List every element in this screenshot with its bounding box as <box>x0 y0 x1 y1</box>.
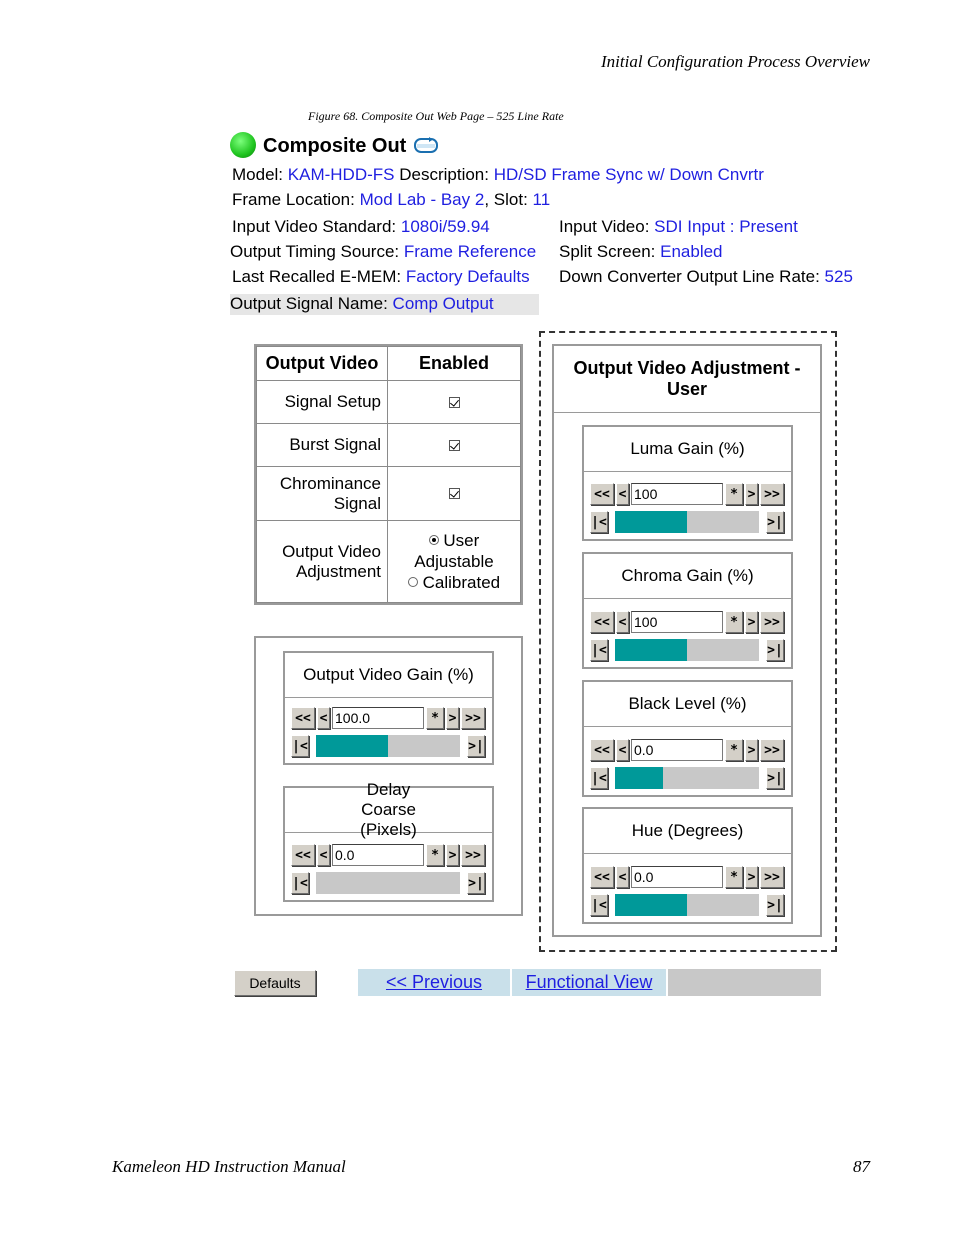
manual-title: Kameleon HD Instruction Manual <box>112 1157 346 1176</box>
min-button[interactable]: |< <box>590 767 608 789</box>
last-recalled-emem-value: Factory Defaults <box>405 267 530 286</box>
model-label: Model: <box>232 165 284 184</box>
slot-value: 11 <box>532 190 551 209</box>
output-timing-source-label: Output Timing Source: <box>230 242 400 261</box>
page-number: 87 <box>853 1157 870 1176</box>
description-value: HD/SD Frame Sync w/ Down Cnvrtr <box>493 165 764 184</box>
radio-on-icon <box>429 535 439 545</box>
previous-link[interactable]: << Previous <box>385 972 483 992</box>
previous-nav-cell <box>358 969 510 996</box>
row-label: Burst Signal <box>256 423 388 467</box>
model-line <box>232 165 764 185</box>
value-input[interactable]: 100 <box>631 483 723 505</box>
max-button[interactable]: >| <box>766 511 784 533</box>
output-timing-source-value: Frame Reference <box>403 242 537 261</box>
min-button[interactable]: |< <box>291 872 309 894</box>
decrease-button[interactable]: < <box>616 739 629 761</box>
input-video-label: Input Video: <box>559 217 650 236</box>
control-title: Delay Coarse (Pixels) <box>285 788 492 833</box>
output-signal-name <box>230 294 539 315</box>
increase-button[interactable]: > <box>745 483 758 505</box>
control-title: Black Level (%) <box>584 682 791 727</box>
radio-off-icon <box>408 577 418 587</box>
input-video-standard-label: Input Video Standard: <box>232 217 397 236</box>
value-slider[interactable] <box>316 872 460 894</box>
control-title: Output Video Gain (%) <box>285 653 492 698</box>
max-button[interactable]: >| <box>766 894 784 916</box>
luma-gain-control <box>582 425 793 541</box>
slider-fill <box>316 735 388 757</box>
input-video-standard <box>232 217 490 237</box>
adjustment-radio-group <box>387 520 521 603</box>
model-value: KAM-HDD-FS <box>287 165 395 184</box>
last-recalled-emem <box>232 267 530 287</box>
value-input[interactable]: 0.0 <box>631 866 723 888</box>
control-title: Luma Gain (%) <box>584 427 791 472</box>
output-video-gain-control <box>283 651 494 765</box>
chrominance-signal-cell <box>387 466 521 521</box>
decrease-button[interactable]: < <box>317 707 330 729</box>
input-video <box>559 217 798 237</box>
page-title: Composite Out <box>263 135 407 157</box>
chrominance-signal-checkbox[interactable] <box>449 488 460 499</box>
increase-large-button[interactable]: >> <box>461 844 485 866</box>
figure-caption: Figure 68. Composite Out Web Page – 525 Line Rate <box>308 109 564 123</box>
radio-user-label: User Adjustable <box>414 531 494 571</box>
increase-large-button[interactable]: >> <box>760 483 784 505</box>
decrease-large-button[interactable]: << <box>590 739 614 761</box>
down-converter-label: Down Converter Output Line Rate: <box>559 267 820 286</box>
increase-button[interactable]: > <box>446 707 459 729</box>
signal-setup-checkbox[interactable] <box>449 397 460 408</box>
value-input[interactable]: 0.0 <box>332 844 424 866</box>
control-title: Chroma Gain (%) <box>584 554 791 599</box>
max-button[interactable]: >| <box>766 639 784 661</box>
slider-fill <box>615 639 687 661</box>
description-label: Description: <box>399 165 489 184</box>
reset-button[interactable]: * <box>426 844 444 866</box>
output-signal-name-label: Output Signal Name: <box>230 294 388 313</box>
reset-button[interactable]: * <box>725 611 743 633</box>
max-button[interactable]: >| <box>467 872 485 894</box>
section-title: Initial Configuration Process Overview <box>601 52 870 71</box>
row-label: Chrominance Signal <box>256 466 388 521</box>
frame-location-label: Frame Location: <box>232 190 355 209</box>
increase-button[interactable]: > <box>745 611 758 633</box>
min-button[interactable]: |< <box>590 894 608 916</box>
increase-button[interactable]: > <box>446 844 459 866</box>
output-video-table <box>254 344 523 605</box>
panel-title: Output Video Adjustment - User <box>554 346 820 413</box>
functional-view-nav-cell <box>512 969 666 996</box>
chroma-gain-control <box>582 552 793 669</box>
functional-view-link[interactable]: Functional View <box>525 972 653 992</box>
value-slider[interactable] <box>615 639 759 661</box>
input-video-value: SDI Input : Present <box>654 217 798 236</box>
decrease-large-button[interactable]: << <box>590 611 614 633</box>
decrease-large-button[interactable]: << <box>291 707 315 729</box>
decrease-large-button[interactable]: << <box>590 483 614 505</box>
max-button[interactable]: >| <box>766 767 784 789</box>
down-converter-line-rate <box>559 267 853 287</box>
status-led-icon <box>230 132 256 158</box>
decrease-button[interactable]: < <box>616 483 629 505</box>
radio-user-adjustable[interactable] <box>404 530 504 572</box>
down-converter-value: 525 <box>824 267 853 286</box>
value-slider[interactable] <box>615 767 759 789</box>
row-label: Signal Setup <box>256 380 388 424</box>
control-title: Hue (Degrees) <box>584 809 791 854</box>
value-input[interactable]: 0.0 <box>631 739 723 761</box>
output-signal-name-value: Comp Output <box>392 294 494 313</box>
output-timing-source <box>230 242 536 262</box>
col-output-video: Output Video <box>256 346 388 381</box>
min-button[interactable]: |< <box>291 735 309 757</box>
slider-fill <box>615 767 663 789</box>
increase-button[interactable]: > <box>745 866 758 888</box>
signal-setup-cell <box>387 380 521 424</box>
max-button[interactable]: >| <box>467 735 485 757</box>
value-slider[interactable] <box>615 894 759 916</box>
refresh-icon[interactable] <box>414 136 438 154</box>
burst-signal-checkbox[interactable] <box>449 440 460 451</box>
decrease-button[interactable]: < <box>317 844 330 866</box>
nav-filler <box>668 969 821 996</box>
slider-fill <box>615 894 687 916</box>
delay-coarse-control <box>283 780 494 902</box>
value-input[interactable]: 100 <box>631 611 723 633</box>
frame-location-value[interactable]: Mod Lab - Bay 2 <box>359 190 485 209</box>
value-slider[interactable] <box>316 735 460 757</box>
frame-location-line <box>232 190 550 210</box>
decrease-button[interactable]: < <box>616 611 629 633</box>
last-recalled-emem-label: Last Recalled E-MEM: <box>232 267 402 286</box>
reset-button[interactable]: * <box>725 483 743 505</box>
decrease-button[interactable]: < <box>616 866 629 888</box>
defaults-button[interactable]: Defaults <box>234 970 316 996</box>
increase-button[interactable]: > <box>745 739 758 761</box>
increase-large-button[interactable]: >> <box>760 866 784 888</box>
reset-button[interactable]: * <box>725 739 743 761</box>
value-slider[interactable] <box>615 511 759 533</box>
reset-button[interactable]: * <box>725 866 743 888</box>
increase-large-button[interactable]: >> <box>760 611 784 633</box>
decrease-large-button[interactable]: << <box>291 844 315 866</box>
slider-fill <box>615 511 687 533</box>
input-video-standard-value: 1080i/59.94 <box>400 217 490 236</box>
slot-label: , Slot: <box>484 190 528 209</box>
min-button[interactable]: |< <box>590 511 608 533</box>
burst-signal-cell <box>387 423 521 467</box>
output-video-adjustment-label: Output Video Adjustment <box>256 520 388 603</box>
split-screen-label: Split Screen: <box>559 242 656 261</box>
split-screen-value: Enabled <box>660 242 723 261</box>
col-enabled: Enabled <box>387 346 521 381</box>
reset-button[interactable]: * <box>426 707 444 729</box>
radio-calibrated-label: Calibrated <box>422 573 501 592</box>
increase-large-button[interactable]: >> <box>760 739 784 761</box>
decrease-large-button[interactable]: << <box>590 866 614 888</box>
black-level-control <box>582 680 793 797</box>
increase-large-button[interactable]: >> <box>461 707 485 729</box>
value-input[interactable]: 100.0 <box>332 707 424 729</box>
hue-control <box>582 807 793 924</box>
radio-calibrated[interactable] <box>408 572 500 593</box>
min-button[interactable]: |< <box>590 639 608 661</box>
split-screen <box>559 242 723 262</box>
